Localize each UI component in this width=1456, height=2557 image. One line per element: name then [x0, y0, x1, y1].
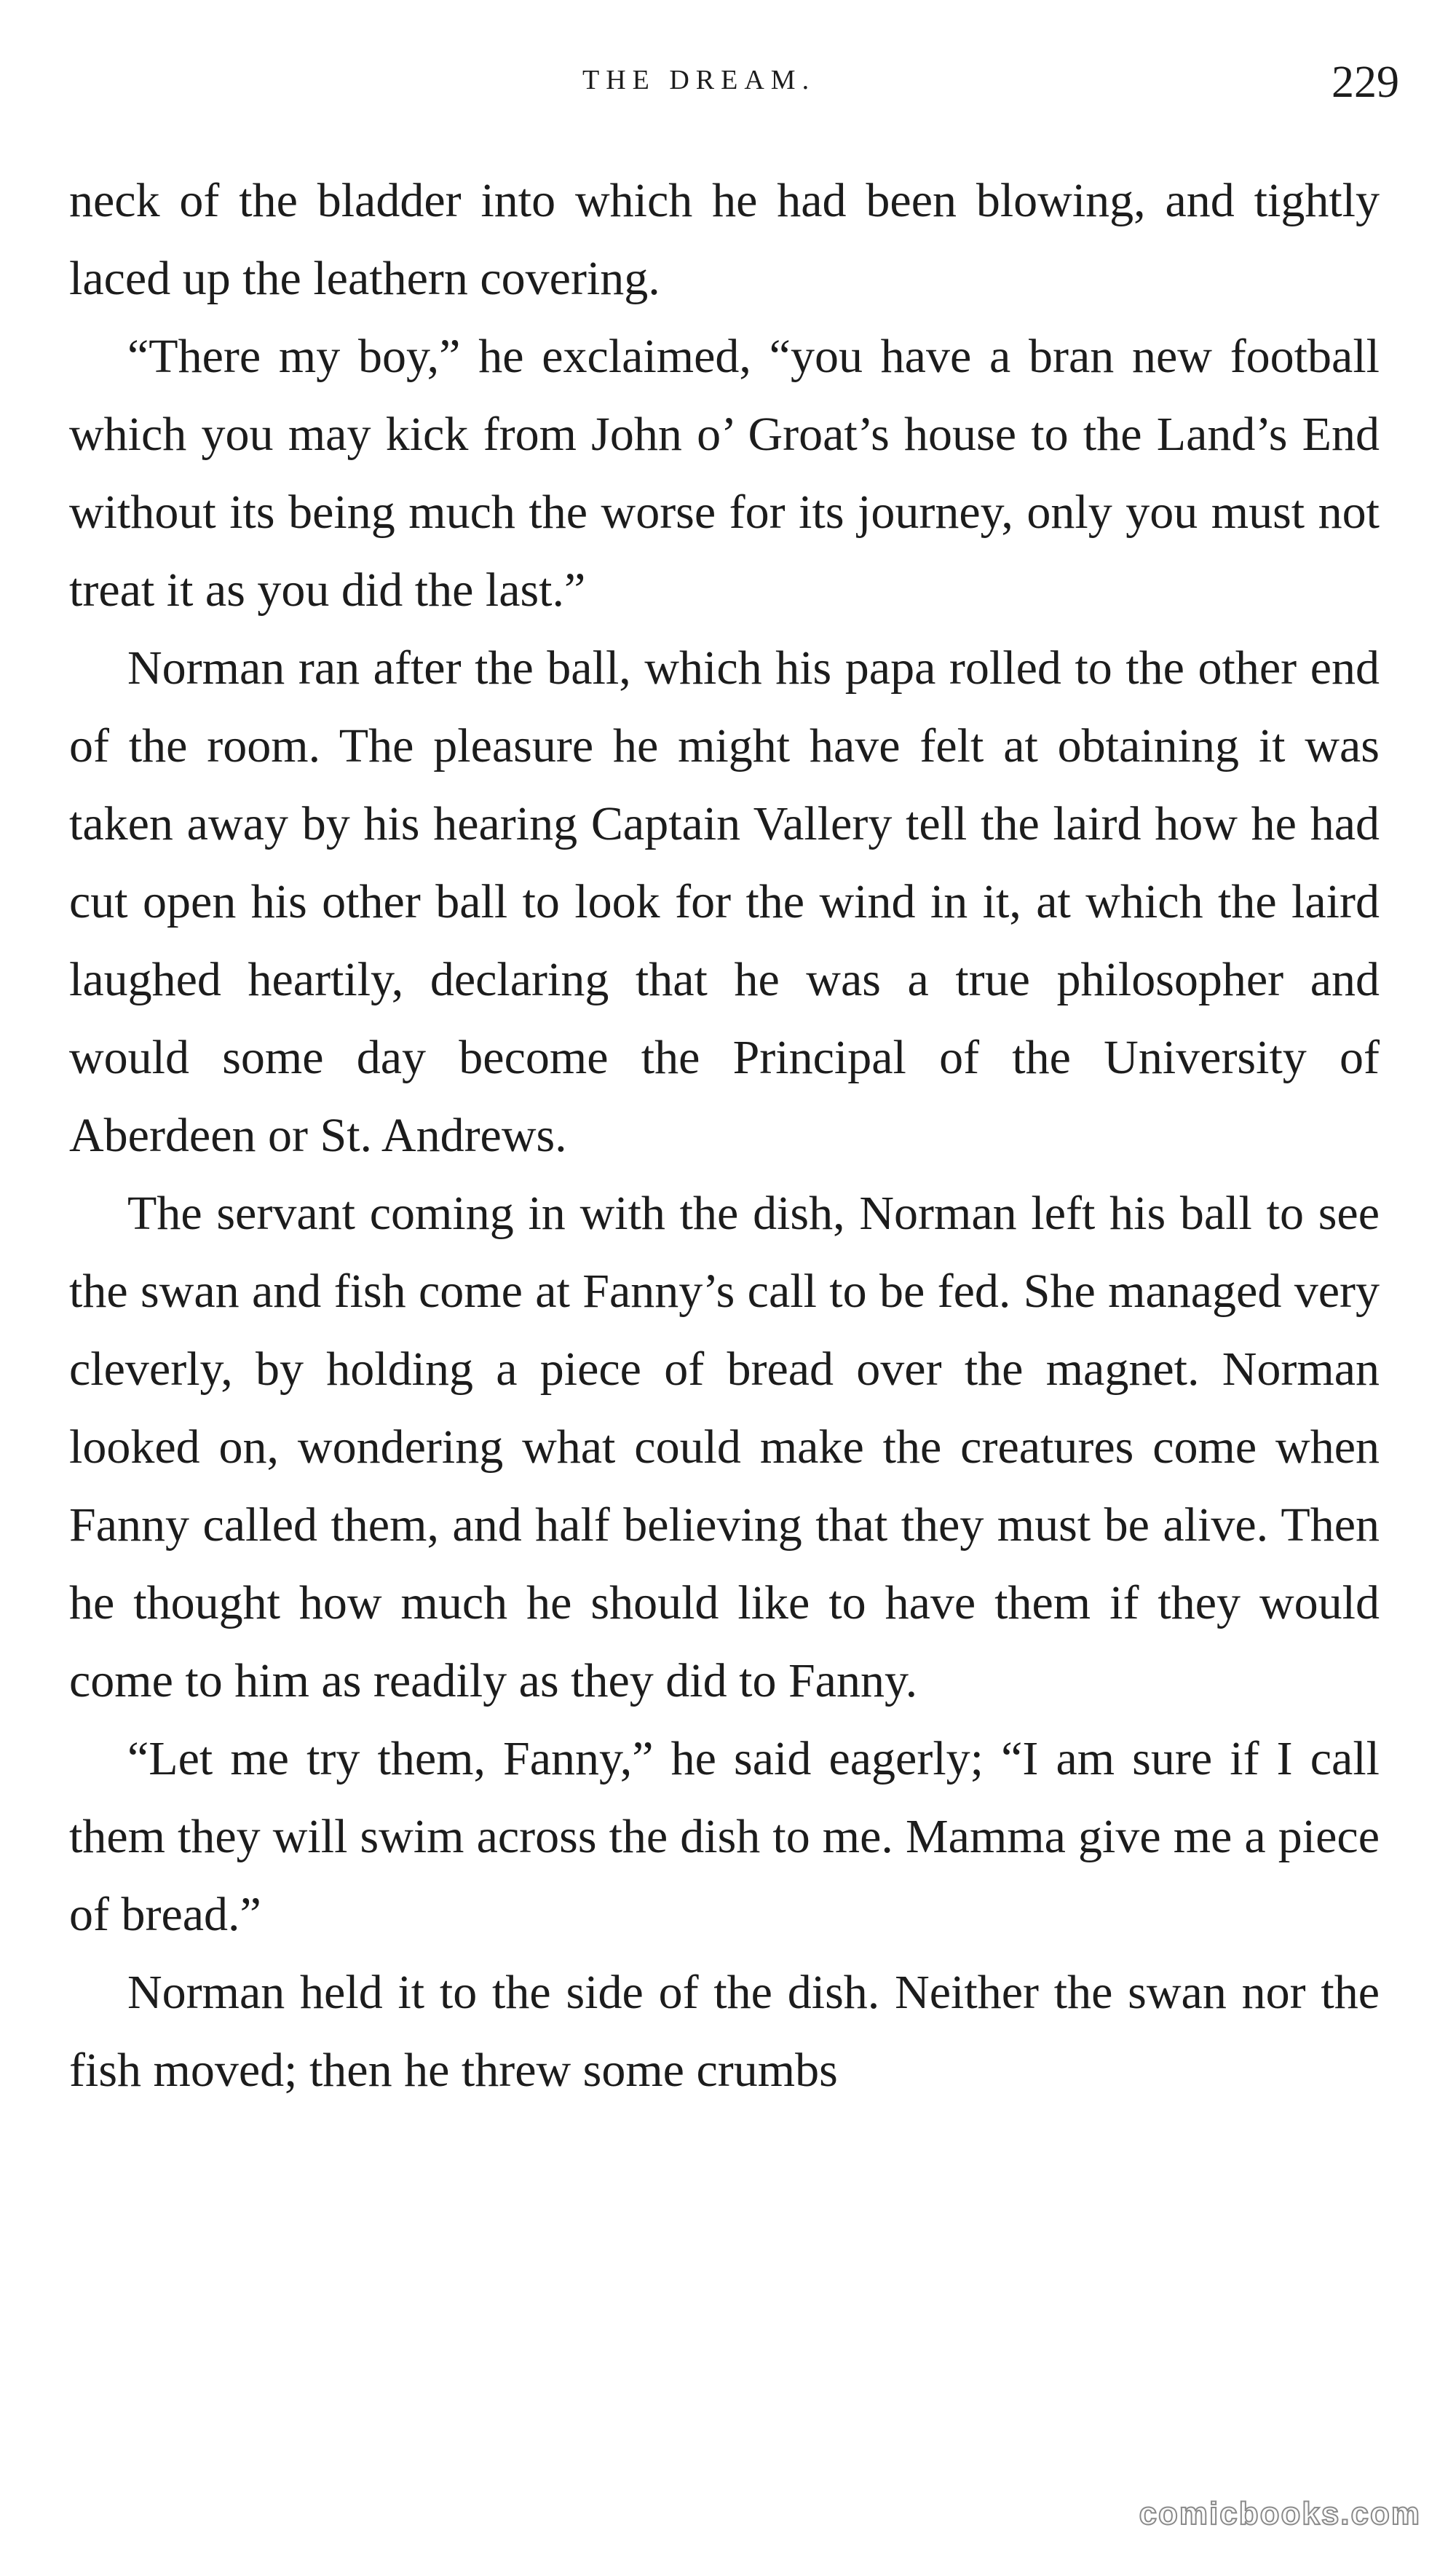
running-title: THE DREAM. — [582, 65, 816, 95]
paragraph: “There my boy,” he exclaimed, “you have a bran new football which you may kick from John o’ Groat’s house to the Land’s End without its being much the worse for its journey, only you must not treat it as you did the last.” — [69, 330, 1380, 617]
paragraph: The servant coming in with the dish, Norman left his ball to see the swan and fish come at Fanny’s call to be fed. She managed very cleverly, by holding a piece of bread over the magnet. Norman looked on, wondering what could make the creatures come when Fanny called them, and half believing that they must be alive. Then he thought how much he should like to have them if they would come to him as readily as they did to Fanny. — [69, 1187, 1380, 1707]
running-head — [0, 57, 1456, 115]
paragraph: neck of the bladder into which he had been blowing, and tightly laced up the leathern covering. — [69, 174, 1380, 305]
paragraph: Norman ran after the ball, which his papa rolled to the other end of the room. The pleasure he might have felt at obtaining it was taken away by his hearing Captain Vallery tell the laird how he had cut open his other ball to look for the wind in it, at which the laird laughed heartily, declaring that he was a true philosopher and would some day become the Principal of the University of Aberdeen or St. Andrews. — [69, 641, 1380, 1162]
watermark: comicbooks.com — [1139, 2496, 1421, 2532]
page-number: 229 — [1332, 58, 1399, 107]
paragraph: Norman held it to the side of the dish. Neither the swan nor the fish moved; then he threw some crumbs — [69, 1966, 1380, 2097]
paragraph: “Let me try them, Fanny,” he said eagerly; “I am sure if I call them they will swim across the dish to me. Mamma give me a piece of bread.” — [69, 1732, 1380, 1941]
body-text — [69, 162, 1380, 2109]
